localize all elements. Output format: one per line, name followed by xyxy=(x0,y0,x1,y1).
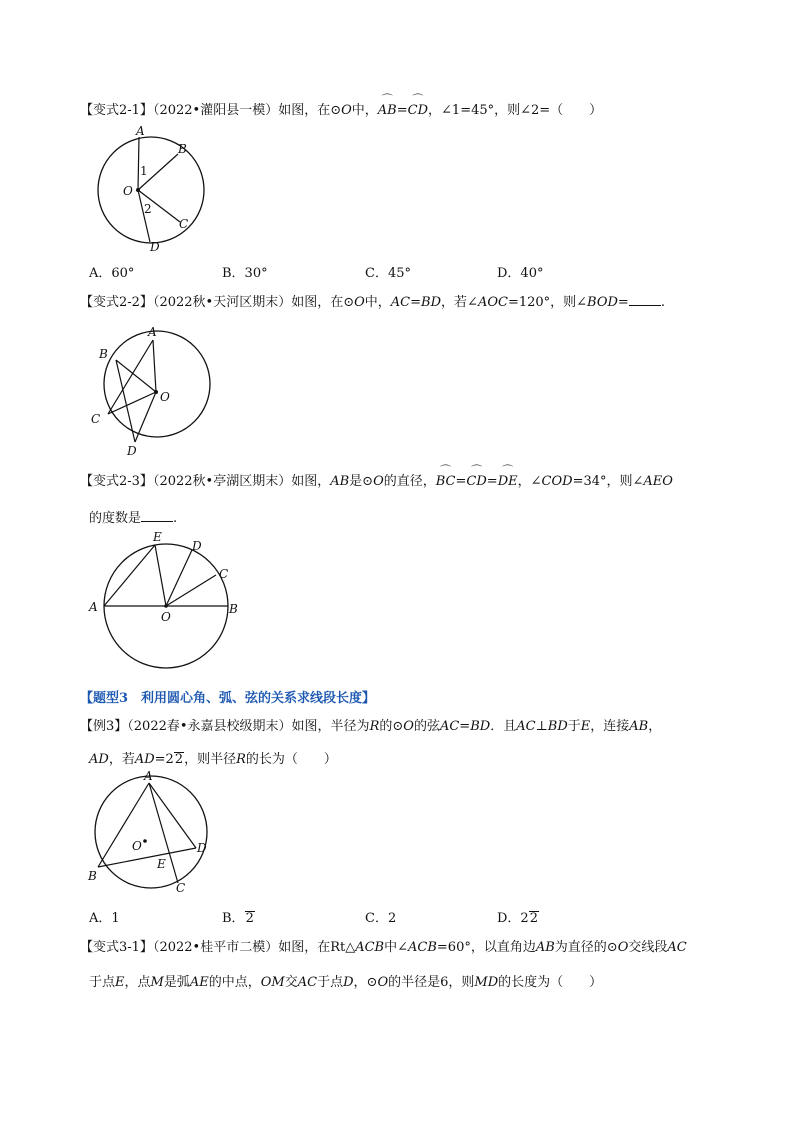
question-2-1: 【变式2-1】（2022•灌阳县一模）如图，在⊙O中，⌒ AB=⌒ CD，∠1=45°，则∠2=（ ） xyxy=(80,102,602,120)
example-3-line2: AD，若AD=22，则半径R的长为（ ） xyxy=(89,752,337,767)
question-tag: 【变式3-1】 xyxy=(80,940,153,955)
figure-2-3 xyxy=(85,525,245,670)
label-b: B xyxy=(88,869,97,883)
arc-cd: ⌒ CD xyxy=(408,102,428,120)
example-3: 【例3】（2022春•永嘉县校级期末）如图，半径为R的⊙O的弦AC=BD．且AC⊥BD于E，连接AB， xyxy=(80,719,662,734)
label-d: D xyxy=(150,240,160,254)
question-2-2: 【变式2-2】（2022秋•天河区期末）如图，在⊙O中，AC=BD，若∠AOC=120°，则∠BOD= . xyxy=(80,295,665,310)
option-d: D．40° xyxy=(497,266,544,281)
sqrt: 2 xyxy=(174,752,184,767)
question-tag: 【例3】 xyxy=(80,719,128,734)
question-3-1: 【变式3-1】（2022•桂平市二模）如图，在Rt△ACB中∠ACB=60°，以直角边AB为直径的⊙O交线段AC xyxy=(80,940,687,955)
label-b: B xyxy=(99,347,108,361)
arc-bc: ⌒ BC xyxy=(436,473,456,491)
option-c: C．2 xyxy=(365,911,397,926)
label-a: A xyxy=(148,325,157,339)
label-d: D xyxy=(192,539,202,553)
label-e: E xyxy=(153,530,162,544)
label-c: C xyxy=(176,881,186,895)
figure-2-2 xyxy=(80,320,220,460)
figure-2-1 xyxy=(80,120,220,260)
question-source: （2022•桂平市二模） xyxy=(152,940,279,955)
question-source: （2022秋•亭湖区期末） xyxy=(152,474,292,489)
option-c: C．45° xyxy=(365,266,411,281)
label-a: A xyxy=(136,124,145,138)
arc-de: ⌒ DE xyxy=(498,473,518,491)
label-o: O xyxy=(160,390,170,404)
question-tag: 【变式2-3】 xyxy=(80,474,153,489)
label-e: E xyxy=(157,857,166,871)
label-b: B xyxy=(178,142,187,156)
question-tag: 【变式2-1】 xyxy=(80,103,153,118)
option-b: B．30° xyxy=(222,266,268,281)
angle-1-label: 1 xyxy=(140,164,148,178)
question-3-1-line2: 于点E，点M是弧AE的中点，OM交AC于点D，⊙O的半径是6，则MD的长度为（ ） xyxy=(89,975,603,990)
question-source: （2022•灌阳县一模） xyxy=(152,103,279,118)
label-o: O xyxy=(123,184,133,198)
arc-ab: ⌒ AB xyxy=(378,102,397,120)
label-o: O xyxy=(132,839,142,853)
option-d: D．22 xyxy=(497,911,538,926)
question-source: （2022春•永嘉县校级期末） xyxy=(127,719,292,734)
label-d: D xyxy=(127,444,137,458)
answer-blank xyxy=(629,293,661,306)
label-d: D xyxy=(197,841,207,855)
sqrt: 2 xyxy=(245,911,254,926)
question-2-3: 【变式2-3】（2022秋•亭湖区期末）如图，AB是⊙O的直径，⌒ BC=⌒ CD=⌒ DE，∠COD=34°，则∠AEO xyxy=(80,473,673,491)
label-b: B xyxy=(229,602,238,616)
label-c: C xyxy=(179,217,189,231)
figure-3 xyxy=(80,770,220,900)
section-heading: 【题型3 利用圆心角、弧、弦的关系求线段长度】 xyxy=(80,691,376,706)
option-b: B．2 xyxy=(222,911,254,926)
question-source: （2022秋•天河区期末） xyxy=(152,295,292,310)
angle-2-label: 2 xyxy=(144,202,152,216)
option-a: A．1 xyxy=(89,911,120,926)
option-a: A．60° xyxy=(89,266,135,281)
label-c: C xyxy=(219,567,229,581)
label-a: A xyxy=(89,600,98,614)
question-2-3-line2: 的度数是 . xyxy=(89,511,178,526)
label-o: O xyxy=(161,610,171,624)
question-tag: 【变式2-2】 xyxy=(80,295,153,310)
sqrt: 2 xyxy=(529,911,538,926)
answer-blank xyxy=(141,509,173,522)
arc-cd: ⌒ CD xyxy=(466,473,486,491)
label-c: C xyxy=(91,412,101,426)
label-a: A xyxy=(144,770,153,783)
